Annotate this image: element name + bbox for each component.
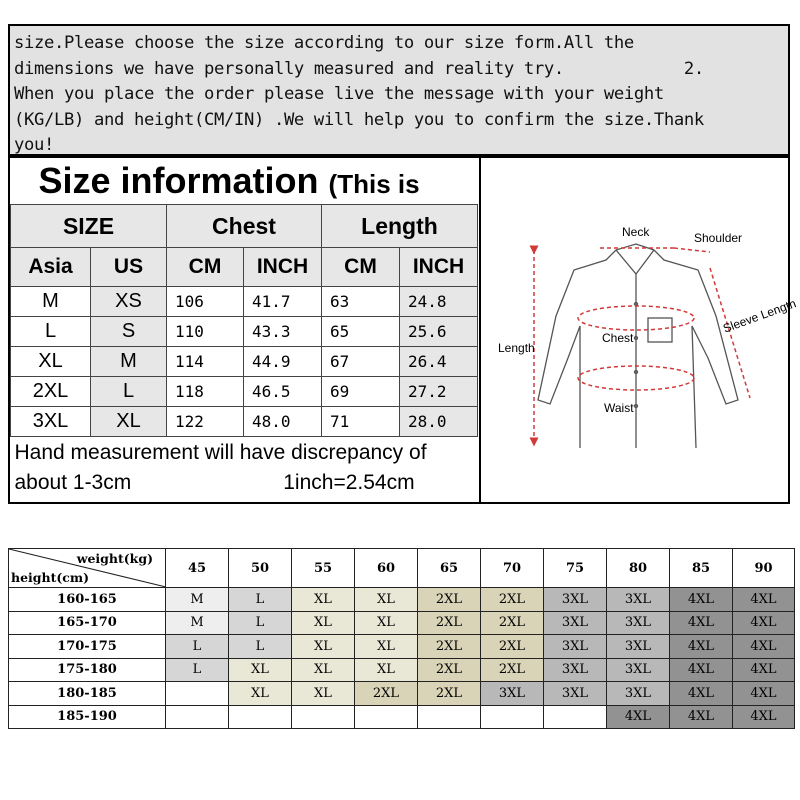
size-recommendation-cell: 3XL <box>544 611 607 635</box>
size-recommendation-cell: XL <box>229 658 292 682</box>
size-recommendation-cell: 2XL <box>418 588 481 612</box>
size-recommendation-cell: 4XL <box>670 611 733 635</box>
size-recommendation-cell <box>418 705 481 729</box>
size-recommendation-cell: 4XL <box>670 658 733 682</box>
size-recommendation-cell <box>166 705 229 729</box>
shirt-measurement-diagram <box>488 208 798 448</box>
chest-inch-cell: 46.5 <box>244 377 322 407</box>
height-label-cell: 160-165 <box>9 588 166 612</box>
size-recommendation-cell: XL <box>355 611 418 635</box>
chest-cm-cell: 106 <box>167 287 244 317</box>
size-recommendation-cell: 2XL <box>418 682 481 706</box>
weight-header-cell: 80 <box>607 549 670 588</box>
size-recommendation-cell: 2XL <box>418 611 481 635</box>
waist-label: Waist <box>604 401 634 415</box>
size-recommendation-cell: L <box>166 635 229 659</box>
size-information-table <box>10 158 478 499</box>
size-recommendation-cell <box>355 705 418 729</box>
length-cm-cell: 71 <box>322 407 400 437</box>
weight-header-cell: 85 <box>670 549 733 588</box>
chest-inch-cell: 48.0 <box>244 407 322 437</box>
length-inch-cell: 28.0 <box>400 407 478 437</box>
height-label-cell: 175-180 <box>9 658 166 682</box>
height-axis-label: height(cm) <box>11 570 90 585</box>
size-recommendation-cell: L <box>166 658 229 682</box>
weight-header-cell: 90 <box>733 549 795 588</box>
size-recommendation-cell: 2XL <box>355 682 418 706</box>
size-information-panel <box>8 156 798 504</box>
asia-size-cell: XL <box>11 347 91 377</box>
weight-header-cell: 45 <box>166 549 229 588</box>
chest-cm-subheader: CM <box>167 248 244 287</box>
size-recommendation-cell: 3XL <box>544 588 607 612</box>
size-recommendation-cell: 2XL <box>481 588 544 612</box>
size-recommendation-cell: XL <box>229 682 292 706</box>
notice-line: When you place the order please live the message with your weight <box>14 84 664 104</box>
chest-inch-subheader: INCH <box>244 248 322 287</box>
asia-subheader: Asia <box>11 248 91 287</box>
size-recommendation-cell <box>166 682 229 706</box>
sleeve-length-label: Sleeve Length <box>721 296 798 336</box>
size-recommendation-cell: 2XL <box>481 658 544 682</box>
size-recommendation-cell: 3XL <box>607 635 670 659</box>
size-recommendation-cell: 2XL <box>418 658 481 682</box>
length-inch-cell: 27.2 <box>400 377 478 407</box>
notice-box <box>8 24 790 156</box>
height-label-cell: 170-175 <box>9 635 166 659</box>
height-label-cell: 185-190 <box>9 705 166 729</box>
measurement-note-line1: Hand measurement will have discrepancy of <box>14 441 427 464</box>
weight-header-cell: 60 <box>355 549 418 588</box>
length-cm-cell: 65 <box>322 317 400 347</box>
height-row <box>9 588 795 612</box>
size-recommendation-cell: 3XL <box>607 658 670 682</box>
size-recommendation-cell: XL <box>292 588 355 612</box>
size-recommendation-cell: 3XL <box>544 682 607 706</box>
height-row <box>9 705 795 729</box>
size-recommendation-cell: XL <box>292 682 355 706</box>
us-size-cell: S <box>91 317 167 347</box>
chest-header: Chest <box>167 205 322 248</box>
size-recommendation-cell: 4XL <box>607 705 670 729</box>
us-size-cell: XS <box>91 287 167 317</box>
chest-label: Chest <box>602 331 634 345</box>
size-recommendation-cell: 4XL <box>733 658 795 682</box>
size-recommendation-cell <box>229 705 292 729</box>
notice-line: size.Please choose the size according to our size form.All the <box>14 33 634 53</box>
notice-line: (KG/LB) and height(CM/IN) .We will help you to confirm the size.Thank <box>14 109 704 130</box>
chest-cm-cell: 118 <box>167 377 244 407</box>
size-row <box>11 317 478 347</box>
size-recommendation-cell: 2XL <box>481 635 544 659</box>
size-recommendation-cell: 4XL <box>733 588 795 612</box>
length-inch-cell: 26.4 <box>400 347 478 377</box>
size-row <box>11 347 478 377</box>
size-recommendation-cell: XL <box>355 635 418 659</box>
size-recommendation-cell: M <box>166 588 229 612</box>
us-size-cell: XL <box>91 407 167 437</box>
size-recommendation-cell: 3XL <box>607 588 670 612</box>
table-corner-cell <box>9 549 166 588</box>
weight-header-cell: 50 <box>229 549 292 588</box>
neck-label: Neck <box>622 225 650 239</box>
height-row <box>9 635 795 659</box>
size-recommendation-cell: 3XL <box>544 658 607 682</box>
weight-header-cell: 75 <box>544 549 607 588</box>
weight-axis-label: weight(kg) <box>76 551 153 566</box>
chest-inch-cell: 43.3 <box>244 317 322 347</box>
length-cm-cell: 69 <box>322 377 400 407</box>
weight-header-cell: 65 <box>418 549 481 588</box>
us-subheader: US <box>91 248 167 287</box>
size-recommendation-cell: L <box>229 611 292 635</box>
size-recommendation-cell: XL <box>292 635 355 659</box>
weight-header-cell: 55 <box>292 549 355 588</box>
size-recommendation-cell: 4XL <box>670 588 733 612</box>
size-recommendation-cell: XL <box>355 588 418 612</box>
size-recommendation-cell: 4XL <box>733 611 795 635</box>
measurement-note-line2: about 1-3cm <box>14 471 132 494</box>
shoulder-label: Shoulder <box>694 231 743 245</box>
height-row <box>9 611 795 635</box>
shirt-outline <box>538 244 738 448</box>
length-header: Length <box>322 205 478 248</box>
size-recommendation-cell: 4XL <box>733 682 795 706</box>
height-row <box>9 682 795 706</box>
size-recommendation-cell: XL <box>292 611 355 635</box>
size-recommendation-cell: M <box>166 611 229 635</box>
size-recommendation-cell: 4XL <box>670 705 733 729</box>
size-recommendation-cell: XL <box>355 658 418 682</box>
measurement-note <box>11 437 478 500</box>
height-label-cell: 180-185 <box>9 682 166 706</box>
size-recommendation-cell: 4XL <box>733 635 795 659</box>
chest-cm-cell: 114 <box>167 347 244 377</box>
us-size-cell: M <box>91 347 167 377</box>
weight-header-cell: 70 <box>481 549 544 588</box>
size-recommendation-cell: L <box>229 635 292 659</box>
us-size-cell: L <box>91 377 167 407</box>
weight-header-row <box>9 549 795 588</box>
length-inch-cell: 25.6 <box>400 317 478 347</box>
size-recommendation-cell: 3XL <box>607 682 670 706</box>
asia-size-cell: 2XL <box>11 377 91 407</box>
size-recommendation-cell: 3XL <box>607 611 670 635</box>
size-recommendation-cell <box>292 705 355 729</box>
size-recommendation-cell: 4XL <box>670 635 733 659</box>
weight-height-size-table <box>8 548 795 729</box>
length-cm-subheader: CM <box>322 248 400 287</box>
size-header: SIZE <box>11 205 167 248</box>
size-row <box>11 377 478 407</box>
panel-divider <box>479 158 481 502</box>
inch-conversion: 1inch=2.54cm <box>283 471 415 494</box>
length-inch-subheader: INCH <box>400 248 478 287</box>
size-recommendation-cell: 3XL <box>481 682 544 706</box>
length-cm-cell: 63 <box>322 287 400 317</box>
size-row <box>11 287 478 317</box>
notice-line: dimensions we have personally measured and reality try. 2. <box>14 58 704 79</box>
measure-lines <box>534 248 750 442</box>
size-row <box>11 407 478 437</box>
size-recommendation-cell: L <box>229 588 292 612</box>
chest-cm-cell: 122 <box>167 407 244 437</box>
asia-size-cell: M <box>11 287 91 317</box>
size-recommendation-cell: 4XL <box>670 682 733 706</box>
size-table-title <box>11 158 478 205</box>
size-table-title-tail: (This is <box>328 169 420 199</box>
notice-line: you! <box>14 135 54 155</box>
size-recommendation-cell: XL <box>292 658 355 682</box>
asia-size-cell: L <box>11 317 91 347</box>
size-recommendation-cell: 3XL <box>544 635 607 659</box>
length-inch-cell: 24.8 <box>400 287 478 317</box>
size-recommendation-cell: 2XL <box>481 611 544 635</box>
size-recommendation-cell <box>481 705 544 729</box>
size-recommendation-cell: 4XL <box>733 705 795 729</box>
height-label-cell: 165-170 <box>9 611 166 635</box>
chest-inch-cell: 44.9 <box>244 347 322 377</box>
size-table-title-main: Size information <box>38 160 319 201</box>
chest-cm-cell: 110 <box>167 317 244 347</box>
size-recommendation-cell <box>544 705 607 729</box>
chest-inch-cell: 41.7 <box>244 287 322 317</box>
size-recommendation-cell: 2XL <box>418 635 481 659</box>
height-row <box>9 658 795 682</box>
length-label: Length <box>498 341 535 355</box>
asia-size-cell: 3XL <box>11 407 91 437</box>
length-cm-cell: 67 <box>322 347 400 377</box>
